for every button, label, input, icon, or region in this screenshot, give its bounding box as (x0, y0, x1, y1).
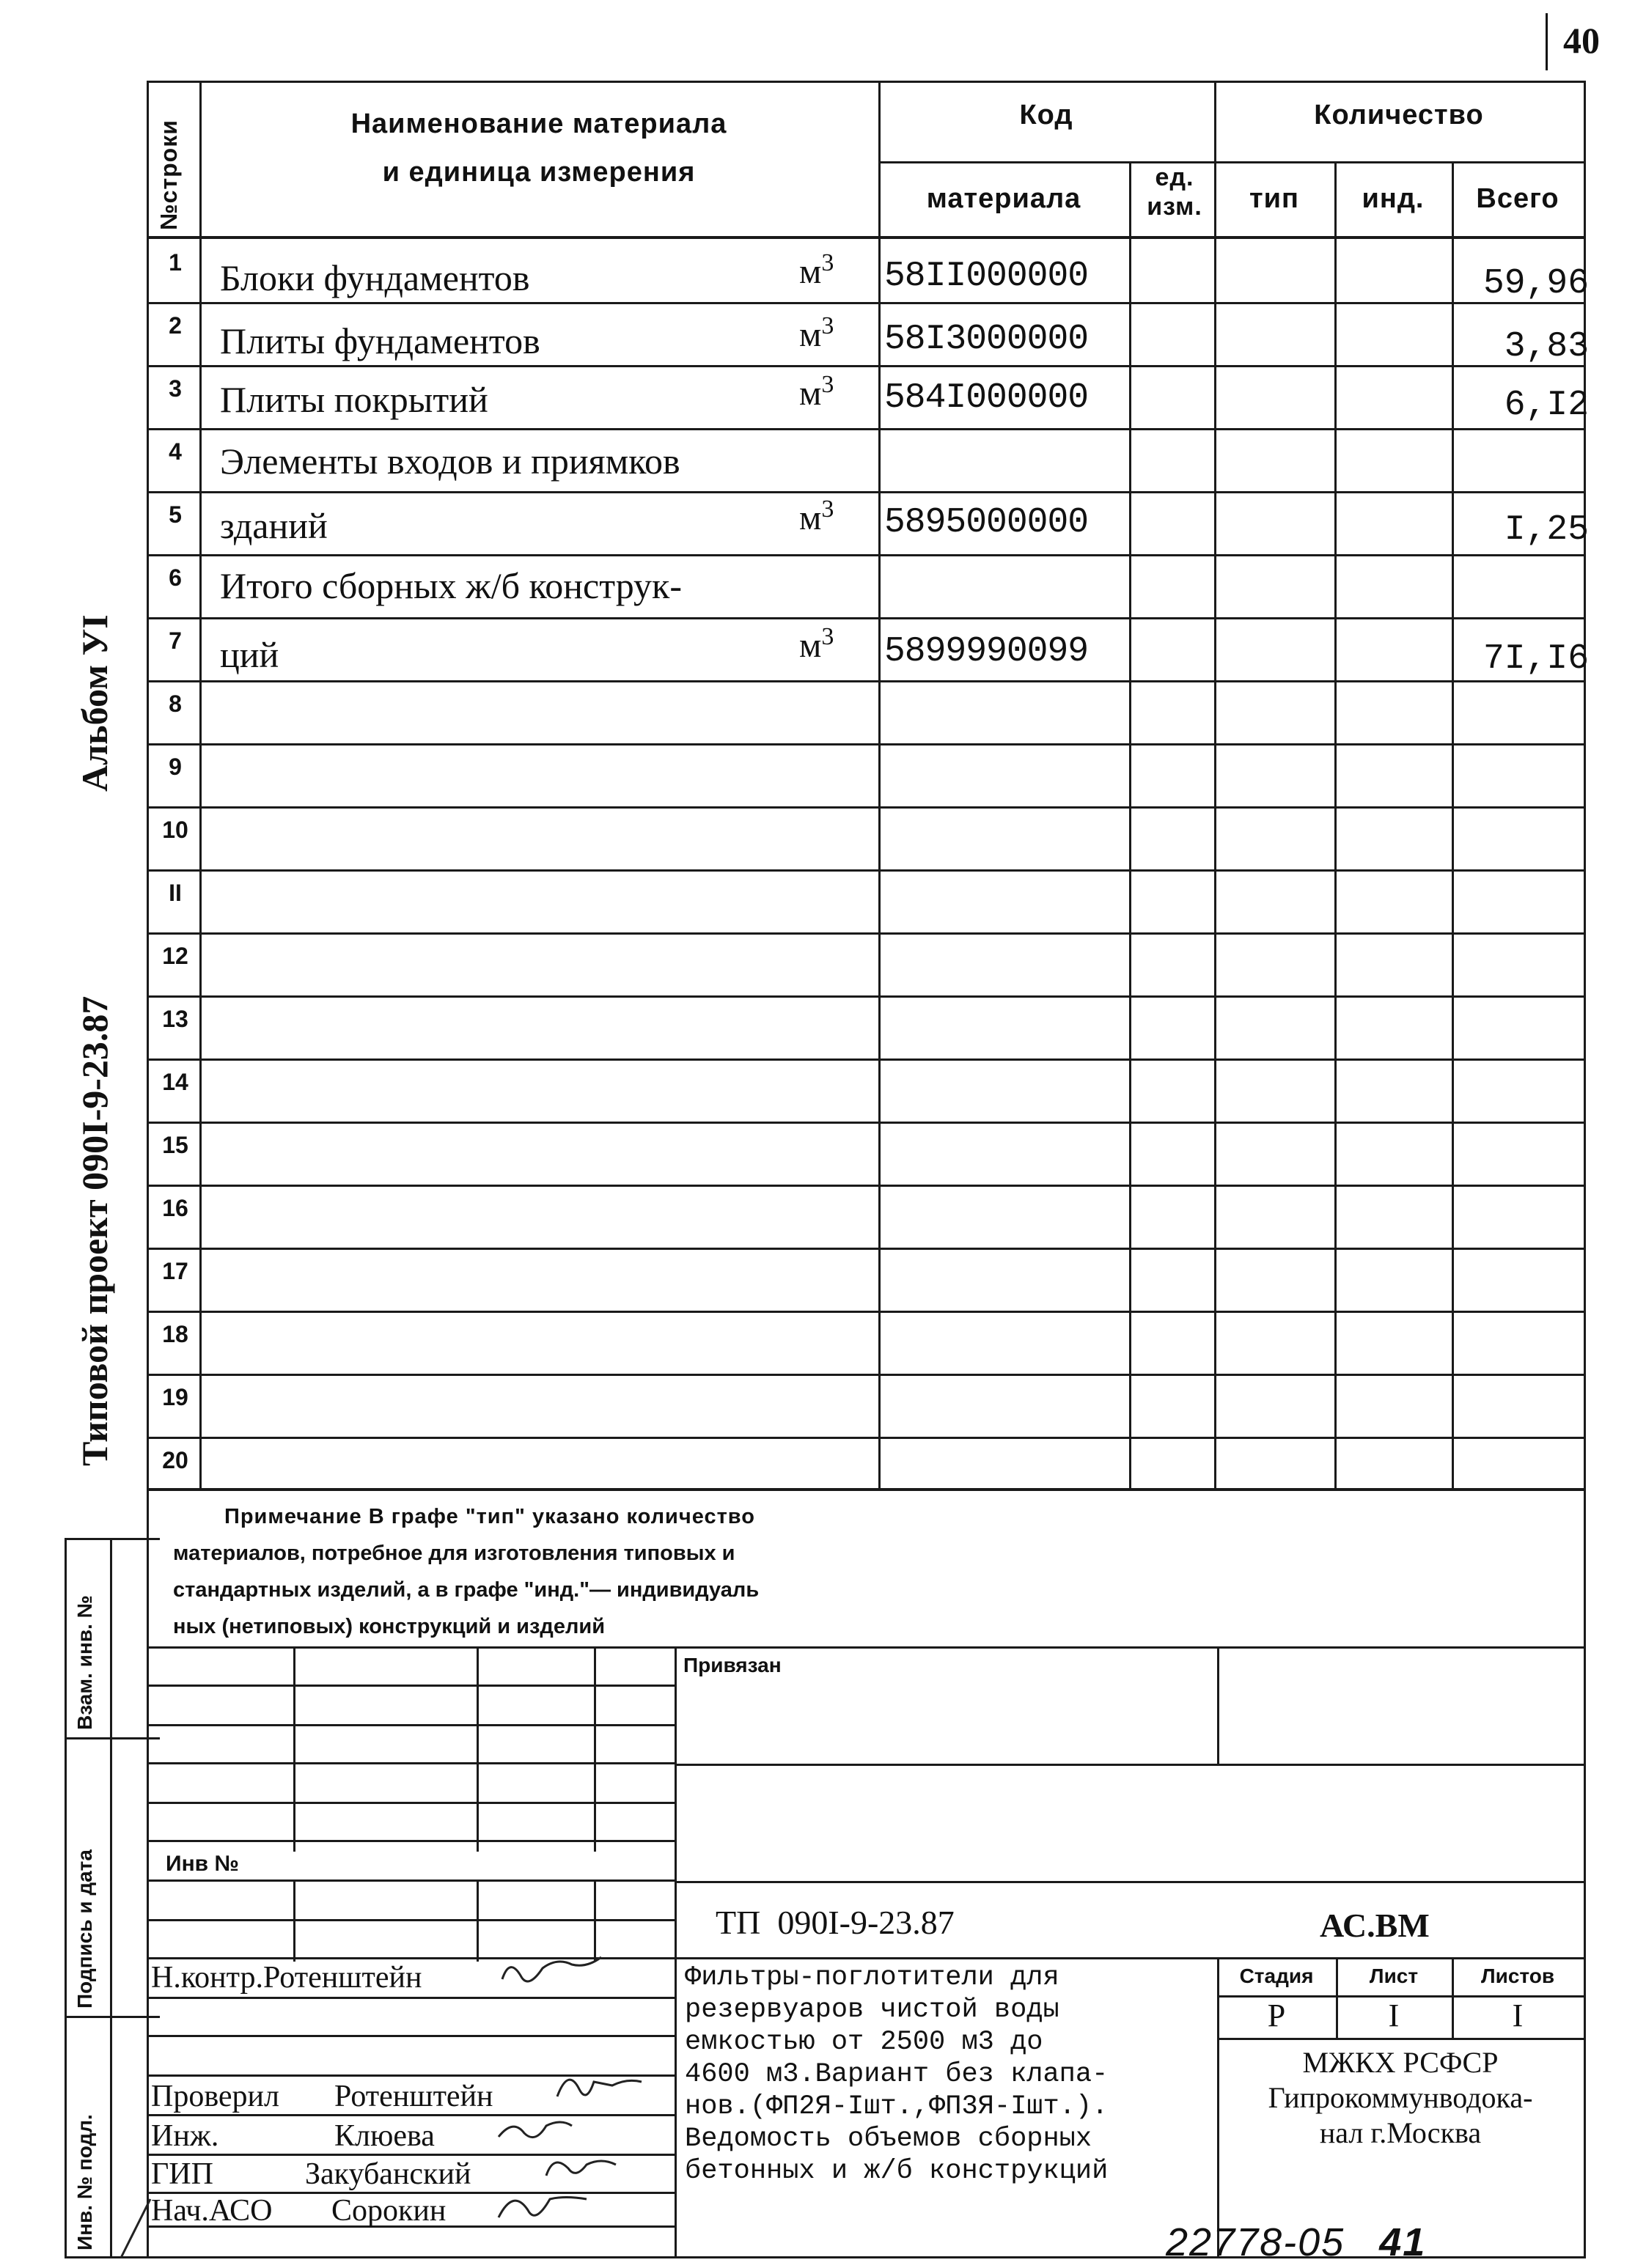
total-value: 6,I2 (1504, 386, 1589, 425)
footer-code (1166, 2220, 1426, 2265)
note-line-4: ных (нетиповых) конструкций и изделий (173, 1615, 606, 1638)
description-line: нов.(ФП2Я-Iшт.,ФП3Я-Iшт.). (685, 2091, 1109, 2122)
org-line-3: нал г.Москва (1319, 2116, 1482, 2149)
stamp-label-signature-date: Подпись и дата (73, 1849, 96, 2009)
header-row-no: №строки (155, 119, 182, 230)
sheet-value: I (1388, 1998, 1400, 2033)
material-name: Блоки фундаментов (220, 257, 530, 298)
organization (1217, 2045, 1584, 2151)
row-number: 5 (169, 501, 182, 528)
row-number: 7 (169, 627, 182, 654)
signature-name: Ротенштейн (334, 2080, 493, 2113)
org-line-2: Гипрокоммунводока- (1268, 2081, 1533, 2114)
stamp-label-inv-original: Инв. № подл. (73, 2114, 96, 2250)
material-unit: $м^3$ (799, 249, 834, 291)
total-value: 59,96 (1482, 264, 1589, 303)
row-number: 16 (162, 1195, 188, 1221)
row-number: 4 (169, 438, 182, 465)
row-number: 3 (169, 375, 182, 402)
description-line: Фильтры-поглотители для (685, 1962, 1059, 1993)
description-line: бетонных и ж/б конструкций (685, 2156, 1109, 2187)
stamp-label-replace-inv: Взам. инв. № (73, 1595, 96, 1730)
row-number: 6 (169, 564, 182, 591)
material-code: 58II000000 (884, 257, 1089, 296)
material-name: Элементы входов и приямков (220, 441, 680, 482)
row-number: 14 (162, 1069, 188, 1095)
doc-code: ТП 090I-9-23.87 (716, 1904, 955, 1941)
header-qty-total: Всего (1476, 183, 1559, 214)
row-number: 1 (169, 249, 182, 276)
header-code-unit: ед. изм. (1147, 163, 1202, 221)
doc-mark: АС.ВМ (1320, 1907, 1430, 1944)
total-value: I,25 (1504, 510, 1589, 550)
album-label: Альбом УI (74, 614, 115, 792)
stage-label: Стадия (1239, 1965, 1314, 1987)
row-number: 12 (162, 943, 188, 969)
note-line-3: стандартных изделий, а в графе "инд."— индивидуаль (173, 1578, 760, 1602)
material-code: 5895000000 (884, 503, 1089, 542)
material-name: Плиты покрытий (220, 379, 488, 420)
description-line: резервуаров чистой воды (685, 1995, 1059, 2025)
row-number: 8 (169, 691, 182, 717)
note-line-1: Примечание В графе "тип" указано количество (224, 1505, 755, 1528)
signature-role: ГИП (151, 2157, 213, 2191)
row-number: 19 (162, 1384, 188, 1410)
row-number: 9 (169, 754, 182, 780)
signature-name: Ротенштейн (262, 1961, 422, 1995)
material-unit: $м^3$ (799, 623, 834, 665)
footer-page-number: 41 (1379, 2220, 1427, 2264)
material-name: Итого сборных ж/б конструк- (220, 565, 682, 606)
signature-role: Нач.АСО (151, 2194, 273, 2228)
footer-code-number: 22778-05 (1166, 2220, 1345, 2264)
row-number: 2 (169, 312, 182, 339)
row-number: II (169, 880, 182, 906)
org-line-1: МЖКХ РСФСР (1302, 2046, 1499, 2079)
header-name-line1: Наименование материала (350, 108, 727, 139)
total-value: 3,83 (1504, 327, 1589, 367)
description-line: Ведомость объемов сборных (685, 2124, 1092, 2154)
row-number: 15 (162, 1132, 188, 1158)
material-unit: $м^3$ (799, 312, 834, 354)
material-name: ций (220, 634, 279, 675)
header-code-material: материала (926, 183, 1081, 214)
material-name: зданий (220, 505, 328, 546)
total-value: 7I,I6 (1482, 639, 1589, 679)
sheets-value: I (1512, 1998, 1524, 2033)
signature-name: Клюева (334, 2119, 435, 2153)
privyazan-label: Привязан (683, 1654, 782, 1676)
sheet-label: Лист (1369, 1965, 1419, 1987)
project-label: Типовой проект 090I-9-23.87 (74, 995, 115, 1466)
row-number: 10 (162, 817, 188, 843)
document-description (685, 1962, 1108, 2187)
material-unit: $м^3$ (799, 496, 834, 537)
row-number: 20 (162, 1447, 188, 1473)
row-number: 18 (162, 1321, 188, 1347)
material-unit: $м^3$ (799, 371, 834, 413)
note-line-2: материалов, потребное для изготовления типовых и (173, 1542, 735, 1565)
header-qty-ind: инд. (1362, 183, 1425, 214)
header-qty-type: тип (1249, 183, 1299, 214)
description-line: 4600 м3.Вариант без клапа- (685, 2059, 1109, 2090)
material-code: 584I000000 (884, 378, 1089, 418)
inv-no-label: Инв № (166, 1852, 239, 1876)
signature-role: Инж. (151, 2119, 219, 2153)
sheets-label: Листов (1480, 1965, 1555, 1987)
stage-value: Р (1267, 1998, 1286, 2033)
row-number: 17 (162, 1258, 188, 1284)
material-code: 58I3000000 (884, 320, 1089, 359)
header-name-line2: и единица измерения (382, 157, 696, 188)
material-code: 5899990099 (884, 632, 1089, 671)
description-line: емкостью от 2500 м3 до (685, 2027, 1043, 2058)
material-name: Плиты фундаментов (220, 320, 540, 361)
header-quantity: Количество (1314, 100, 1484, 130)
header-code: Код (1019, 100, 1073, 130)
page-number: 40 (1563, 20, 1600, 61)
signature-role: Проверил (151, 2080, 279, 2113)
signature-name: Закубанский (305, 2157, 471, 2191)
signature-name: Сорокин (331, 2194, 447, 2228)
signature-role: Н.контр. (151, 1961, 263, 1995)
row-number: 13 (162, 1006, 188, 1032)
